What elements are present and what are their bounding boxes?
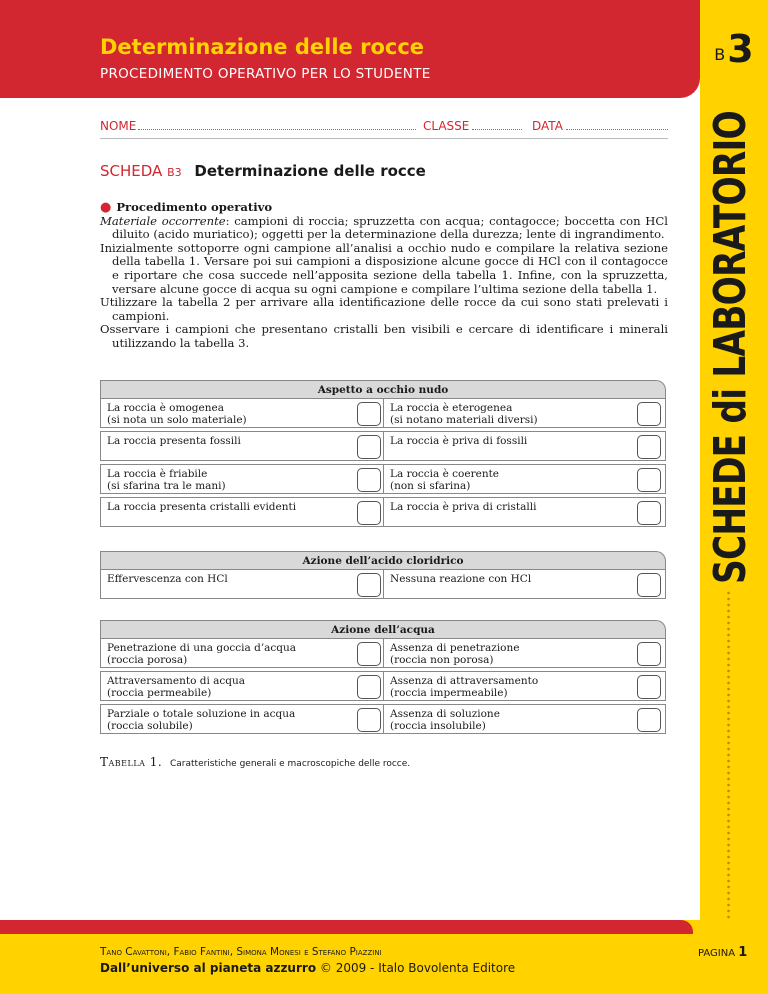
scheda-code: B3 bbox=[167, 166, 182, 179]
checkbox[interactable] bbox=[357, 501, 381, 525]
table-acido bbox=[100, 551, 666, 599]
page-title: Determinazione delle rocce bbox=[100, 35, 425, 59]
procedure-text bbox=[100, 201, 668, 351]
cell-text: (si notano materiali diversi) bbox=[390, 414, 538, 426]
checkbox[interactable] bbox=[637, 435, 661, 459]
material-text: : campioni di roccia; spruzzetta con acqua; contagocce; boccetta con HCl diluito (acido muriatico); oggetti per la determinazione della durezza; lente di ingrandimento. bbox=[112, 213, 668, 242]
cell-text: Assenza di attraversamento bbox=[390, 675, 539, 687]
dotted-line bbox=[727, 590, 730, 920]
checkbox[interactable] bbox=[637, 708, 661, 732]
table-cell-right bbox=[383, 432, 665, 460]
cell-text: (roccia solubile) bbox=[107, 720, 193, 732]
cell-text: Effervescenza con HCl bbox=[107, 573, 228, 585]
table-cell-left bbox=[101, 399, 383, 427]
cell-text: La roccia è coerente bbox=[390, 468, 500, 480]
cell-text: (roccia insolubile) bbox=[390, 720, 486, 732]
cell-text: Assenza di penetrazione bbox=[390, 642, 520, 654]
cell-text: (non si sfarina) bbox=[390, 480, 471, 492]
table-cell-left bbox=[101, 705, 383, 733]
cell-text: Parziale o totale soluzione in acqua bbox=[107, 708, 296, 720]
cell-text: La roccia è omogenea bbox=[107, 402, 224, 414]
page-number bbox=[698, 945, 747, 960]
cell-text: La roccia è eterogenea bbox=[390, 402, 513, 414]
table-cell-left bbox=[101, 570, 383, 598]
table-cell-left bbox=[101, 432, 383, 460]
checkbox[interactable] bbox=[357, 675, 381, 699]
procedure-p2: Utilizzare la tabella 2 per arrivare alla identificazione delle rocce da cui sono stati prelevati i campioni. bbox=[100, 295, 668, 323]
cell-text: (roccia porosa) bbox=[107, 654, 188, 666]
table-row bbox=[100, 671, 666, 701]
bullet-icon: ● bbox=[100, 200, 112, 215]
checkbox[interactable] bbox=[357, 468, 381, 492]
badge-letter: B bbox=[714, 44, 726, 64]
table-header: Azione dell’acido cloridrico bbox=[100, 551, 666, 569]
scheda-title: Determinazione delle rocce bbox=[194, 162, 426, 180]
scheda-label: SCHEDA bbox=[100, 162, 163, 180]
procedure-p3: Osservare i campioni che presentano cristalli ben visibili e cercare di identificare i minerali utilizzando la tabella 3. bbox=[100, 322, 668, 350]
side-bar bbox=[700, 0, 768, 994]
cell-text: Nessuna reazione con HCl bbox=[390, 573, 532, 585]
footer-strip bbox=[0, 920, 693, 934]
book-title: Dall’universo al pianeta azzurro bbox=[100, 961, 317, 975]
table-cell-right bbox=[383, 399, 665, 427]
table-row bbox=[100, 464, 666, 494]
table-row bbox=[100, 638, 666, 668]
checkbox[interactable] bbox=[357, 642, 381, 666]
table-cell-right bbox=[383, 705, 665, 733]
scheda-heading bbox=[100, 162, 426, 180]
table-row bbox=[100, 569, 666, 599]
table-row bbox=[100, 398, 666, 428]
table-acqua bbox=[100, 620, 666, 734]
cell-text: Penetrazione di una goccia d’acqua bbox=[107, 642, 297, 654]
table-caption bbox=[100, 755, 410, 769]
classe-field[interactable] bbox=[472, 129, 522, 130]
page-number-value: 1 bbox=[738, 945, 748, 960]
checkbox[interactable] bbox=[637, 468, 661, 492]
cell-text: La roccia presenta fossili bbox=[107, 435, 241, 447]
data-label: DATA bbox=[532, 119, 563, 133]
nome-label: NOME bbox=[100, 119, 137, 133]
nome-field[interactable] bbox=[138, 129, 416, 130]
table-cell-left bbox=[101, 465, 383, 493]
table-cell-right bbox=[383, 570, 665, 598]
caption-text: Caratteristiche generali e macroscopiche delle rocce. bbox=[170, 759, 411, 769]
table-cell-right bbox=[383, 672, 665, 700]
cell-text: (roccia permeabile) bbox=[107, 687, 212, 699]
checkbox[interactable] bbox=[357, 708, 381, 732]
cell-text: La roccia è priva di cristalli bbox=[390, 501, 537, 513]
checkbox[interactable] bbox=[357, 435, 381, 459]
checkbox[interactable] bbox=[637, 642, 661, 666]
cell-text: (si nota un solo materiale) bbox=[107, 414, 247, 426]
table-header: Azione dell’acqua bbox=[100, 620, 666, 638]
table-row bbox=[100, 431, 666, 461]
cell-text: (si sfarina tra le mani) bbox=[107, 480, 226, 492]
procedure-heading: Procedimento operativo bbox=[116, 200, 273, 214]
classe-label: CLASSE bbox=[423, 119, 470, 133]
table-cell-left bbox=[101, 498, 383, 526]
checkbox[interactable] bbox=[637, 402, 661, 426]
side-label: SCHEDE di LABORATORIO bbox=[705, 111, 756, 584]
cell-text: La roccia è friabile bbox=[107, 468, 208, 480]
table-row bbox=[100, 704, 666, 734]
header-band bbox=[0, 0, 700, 98]
footer bbox=[0, 920, 700, 994]
table-header: Aspetto a occhio nudo bbox=[100, 380, 666, 398]
cell-text: La roccia è priva di fossili bbox=[390, 435, 528, 447]
checkbox[interactable] bbox=[637, 501, 661, 525]
page-subtitle: PROCEDIMENTO OPERATIVO PER LO STUDENTE bbox=[100, 66, 431, 82]
student-fields bbox=[100, 119, 668, 139]
cell-text: (roccia non porosa) bbox=[390, 654, 494, 666]
table-cell-right bbox=[383, 498, 665, 526]
cell-text: Assenza di soluzione bbox=[390, 708, 500, 720]
footer-book bbox=[100, 961, 515, 975]
checkbox[interactable] bbox=[357, 402, 381, 426]
table-cell-right bbox=[383, 639, 665, 667]
footer-authors: Tano Cavattoni, Fabio Fantini, Simona Monesi e Stefano Piazzini bbox=[100, 946, 382, 958]
checkbox[interactable] bbox=[637, 675, 661, 699]
table-aspetto bbox=[100, 380, 666, 527]
cell-text: La roccia presenta cristalli evidenti bbox=[107, 501, 297, 513]
table-row bbox=[100, 497, 666, 527]
cell-text: (roccia impermeabile) bbox=[390, 687, 508, 699]
badge-number: 3 bbox=[727, 27, 754, 71]
table-cell-left bbox=[101, 672, 383, 700]
table-cell-left bbox=[101, 639, 383, 667]
checkbox[interactable] bbox=[637, 573, 661, 597]
material-label: Materiale occorrente bbox=[100, 213, 226, 228]
data-field[interactable] bbox=[566, 129, 668, 130]
procedure-p1: Inizialmente sottoporre ogni campione all’analisi a occhio nudo e compilare la relativa sezione della tabella 1. Versare poi sui campioni a disposizione alcune gocce di HCl con il contagocce e riportare che cosa succede nell’apposita sezione della tabella 1. Infine, con la spruzzetta, versare alcune gocce di acqua su ogni campione e compilare l’ultima sezione della tabella 1. bbox=[100, 240, 668, 296]
caption-label: Tabella 1. bbox=[100, 755, 163, 769]
page-label: PAGINA bbox=[698, 948, 736, 959]
checkbox[interactable] bbox=[357, 573, 381, 597]
publisher: © 2009 - Italo Bovolenta Editore bbox=[319, 961, 516, 975]
table-cell-right bbox=[383, 465, 665, 493]
cell-text: Attraversamento di acqua bbox=[107, 675, 246, 687]
